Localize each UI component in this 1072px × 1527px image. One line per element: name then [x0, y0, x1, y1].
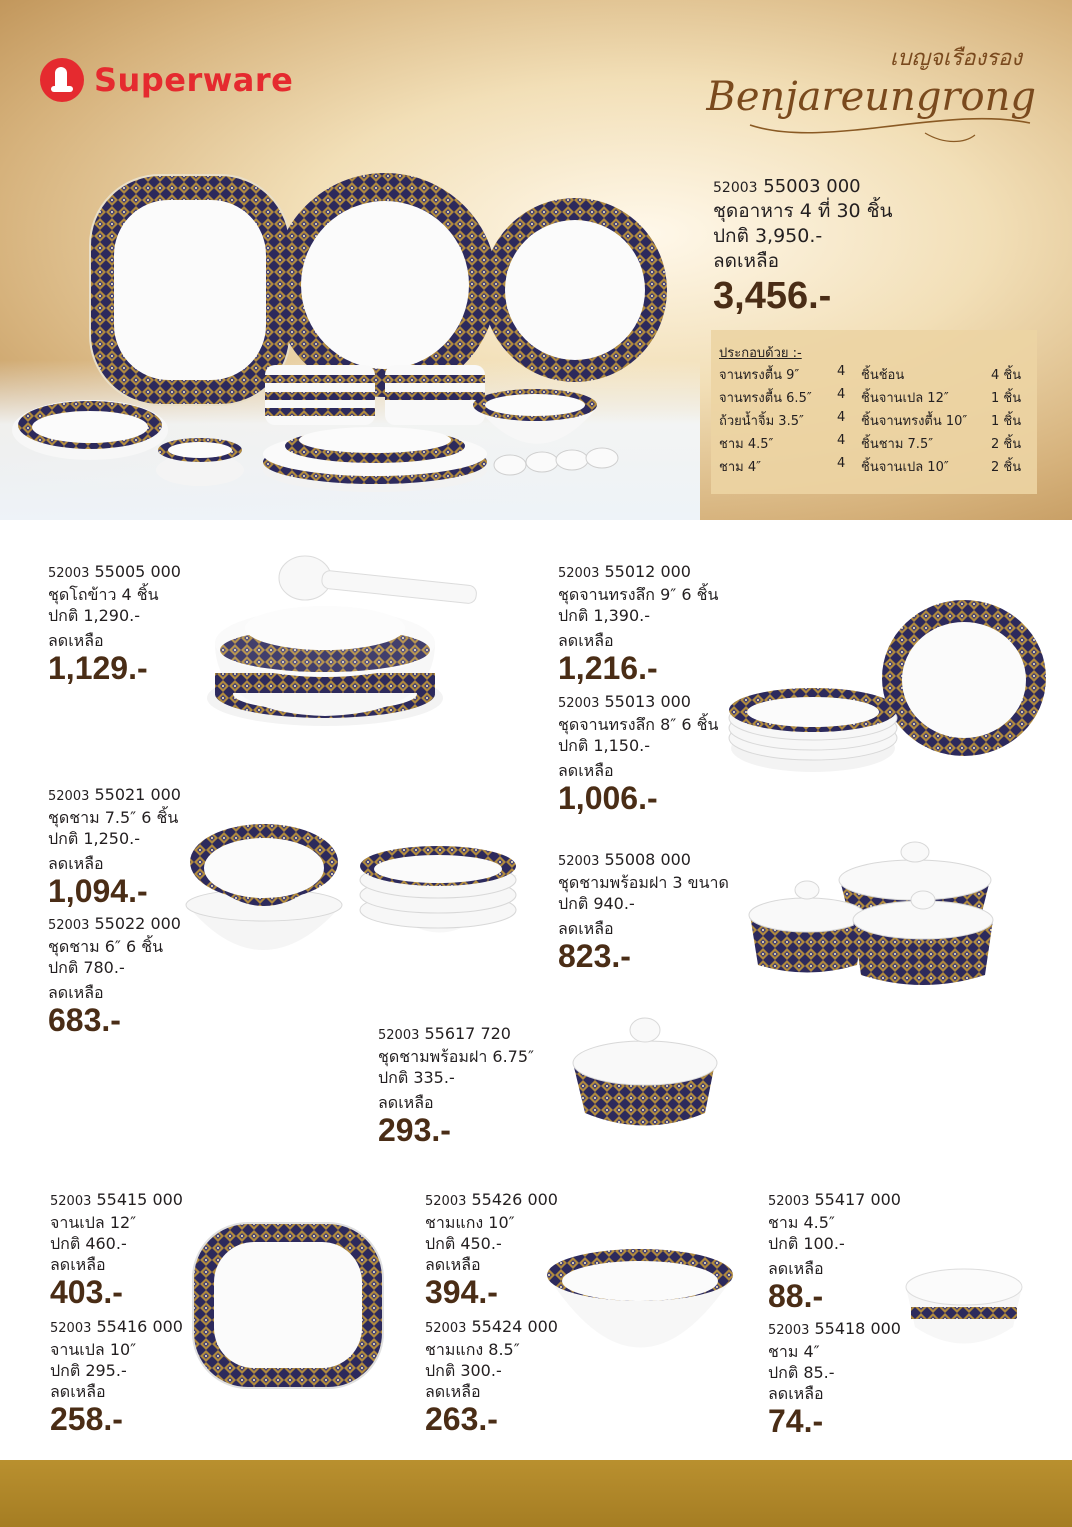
sale-price: 394.- — [425, 1274, 498, 1310]
regular-price: ปกติ 1,150.- — [558, 736, 650, 755]
product-name: ชุดโถข้าว 4 ชิ้น — [48, 585, 159, 604]
rice-bowl-set-photo — [205, 548, 485, 733]
product-name: ชุดชาม 7.5″ 6 ชิ้น — [48, 808, 179, 827]
product-name: ชามแกง 10″ — [425, 1213, 515, 1232]
regular-price: ปกติ 300.- — [425, 1361, 502, 1380]
product-name: ชามแกง 8.5″ — [425, 1340, 520, 1359]
product-name: ชาม 4″ — [768, 1342, 820, 1361]
sale-price: 74.- — [768, 1403, 824, 1439]
collection-name-en: Benjareungrong — [706, 74, 1036, 120]
regular-price: ปกติ 460.- — [50, 1234, 127, 1253]
product-code: 52003 55617 720 — [378, 1024, 511, 1043]
sale-price: 683.- — [48, 1002, 121, 1038]
product-code: 52003 55426 000 — [425, 1190, 558, 1209]
sale-label: ลดเหลือ — [425, 1382, 481, 1401]
product-card — [558, 850, 738, 973]
product-name: ชาม 4.5″ — [768, 1213, 835, 1232]
sale-label: ลดเหลือ — [378, 1093, 434, 1112]
regular-price: ปกติ 335.- — [378, 1068, 455, 1087]
product-code: 52003 55418 000 — [768, 1319, 901, 1338]
regular-price: ปกติ 100.- — [768, 1234, 845, 1253]
product-code: 52003 55022 000 — [48, 914, 181, 933]
product-code: 52003 55005 000 — [48, 562, 181, 581]
product-code: 52003 55012 000 — [558, 562, 691, 581]
regular-price: ปกติ 85.- — [768, 1363, 835, 1382]
product-code: 52003 55003 000 — [713, 176, 861, 197]
brand-swirl-ornament — [745, 105, 1035, 147]
product-code: 52003 55424 000 — [425, 1317, 558, 1336]
product-name: ชุดอาหาร 4 ที่ 30 ชิ้น — [713, 200, 893, 222]
regular-price: ปกติ 3,950.- — [713, 225, 823, 247]
sale-label: ลดเหลือ — [558, 919, 614, 938]
lidded-bowl-set-photo — [745, 840, 1005, 995]
product-code: 52003 55416 000 — [50, 1317, 183, 1336]
hero-dinnerware-set-photo — [10, 170, 700, 510]
sale-label: ลดเหลือ — [558, 631, 614, 650]
deep-plate-set-photo — [728, 598, 1048, 778]
curry-bowl-photo — [543, 1245, 738, 1380]
product-name: จานเปล 10″ — [50, 1340, 137, 1359]
bowl-set-photo — [182, 820, 527, 970]
superware-logo-icon — [40, 58, 84, 102]
regular-price: ปกติ 780.- — [48, 958, 125, 977]
product-name: ชุดจานทรงลึก 8″ 6 ชิ้น — [558, 715, 719, 734]
regular-price: ปกติ 295.- — [50, 1361, 127, 1380]
set-components-box — [711, 330, 1037, 494]
superware-logo — [40, 58, 293, 102]
sale-price: 1,216.- — [558, 650, 658, 686]
product-card — [558, 692, 738, 815]
regular-price: ปกติ 450.- — [425, 1234, 502, 1253]
sale-price: 1,006.- — [558, 780, 658, 816]
product-code: 52003 55417 000 — [768, 1190, 901, 1209]
sale-label: ลดเหลือ — [48, 854, 104, 873]
product-name: จานเปล 12″ — [50, 1213, 137, 1232]
sale-label: ลดเหลือ — [558, 761, 614, 780]
sale-price: 1,094.- — [48, 873, 148, 909]
sale-label: ลดเหลือ — [48, 631, 104, 650]
sale-label: ลดเหลือ — [50, 1255, 106, 1274]
regular-price: ปกติ 1,390.- — [558, 606, 650, 625]
product-name: ชุดชาม 6″ 6 ชิ้น — [48, 937, 164, 956]
sale-label: ลดเหลือ — [50, 1382, 106, 1401]
regular-price: ปกติ 1,250.- — [48, 829, 140, 848]
sale-price: 823.- — [558, 938, 631, 974]
footer-band — [0, 1460, 1072, 1527]
product-card — [558, 562, 738, 685]
sale-label: ลดเหลือ — [425, 1255, 481, 1274]
sale-price: 263.- — [425, 1401, 498, 1437]
component-row: จานทรงตื้น 6.5″ 4 ชิ้นจานเปล 12″ 1 ชิ้น — [719, 387, 1022, 406]
component-row: จานทรงตื้น 9″ 4 ชิ้นช้อน 4 ชิ้น — [719, 364, 1022, 383]
sale-price: 3,456.- — [713, 275, 832, 317]
product-card — [378, 1024, 578, 1147]
sale-price: 293.- — [378, 1112, 451, 1148]
component-row: ถ้วยน้ำจิ้ม 3.5″ 4 ชิ้นจานทรงตื้น 10″ 1 ชิ้น — [719, 410, 1022, 429]
product-code: 52003 55008 000 — [558, 850, 691, 869]
sale-label: ลดเหลือ — [768, 1384, 824, 1403]
components-title: ประกอบด้วย :- — [719, 346, 802, 361]
small-bowl-photo — [903, 1265, 1025, 1353]
hero-product-info — [713, 176, 1043, 318]
sale-price: 1,129.- — [48, 650, 148, 686]
lidded-bowl-photo — [565, 1008, 725, 1136]
sale-label: ลดเหลือ — [48, 983, 104, 1002]
component-row: ชาม 4″ 4 ชิ้นจานเปล 10″ 2 ชิ้น — [719, 456, 1022, 475]
sale-label: ลดเหลือ — [713, 250, 780, 272]
product-code: 52003 55021 000 — [48, 785, 181, 804]
regular-price: ปกติ 940.- — [558, 894, 635, 913]
logo-text: Superware — [94, 61, 294, 99]
product-code: 52003 55013 000 — [558, 692, 691, 711]
sale-price: 403.- — [50, 1274, 123, 1310]
product-name: ชุดชามพร้อมฝา 6.75″ — [378, 1047, 534, 1066]
product-code: 52003 55415 000 — [50, 1190, 183, 1209]
sale-label: ลดเหลือ — [768, 1259, 824, 1278]
product-name: ชุดจานทรงลึก 9″ 6 ชิ้น — [558, 585, 719, 604]
component-row: ชาม 4.5″ 4 ชิ้นชาม 7.5″ 2 ชิ้น — [719, 433, 1022, 452]
sale-price: 258.- — [50, 1401, 123, 1437]
regular-price: ปกติ 1,290.- — [48, 606, 140, 625]
collection-name-thai: เบญจเรืองรอง — [889, 46, 1022, 71]
product-card — [48, 562, 228, 685]
oval-platter-photo — [188, 1218, 388, 1398]
sale-price: 88.- — [768, 1278, 824, 1314]
product-name: ชุดชามพร้อมฝา 3 ขนาด — [558, 873, 729, 892]
